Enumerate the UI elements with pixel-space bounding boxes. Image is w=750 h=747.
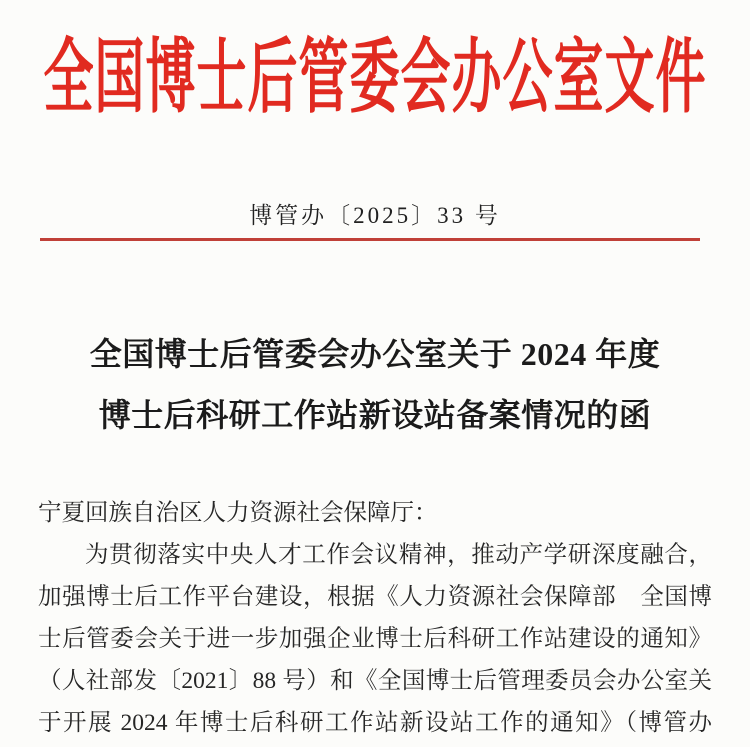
document-number: 博管办〔2025〕33 号: [249, 203, 501, 228]
red-separator-line: [40, 238, 700, 241]
document-title-line-1: 全国博士后管委会办公室关于 2024 年度: [89, 336, 661, 372]
salutation-line: 宁夏回族自治区人力资源社会保障厅：: [38, 500, 438, 526]
body-line: 加强博士后工作平台建设，根据《人力资源社会保障部 全国博: [38, 584, 712, 610]
document-title-line-2: 博士后科研工作站新设站备案情况的函: [98, 397, 652, 433]
document-banner: 全国博士后管委会办公室文件: [43, 32, 707, 123]
document-body: [38, 492, 712, 744]
body-line: 于开展 2024 年博士后科研工作站新设站工作的通知》（博管办: [38, 710, 712, 736]
body-line: （人社部发〔2021〕88 号）和《全国博士后管理委员会办公室关: [38, 668, 712, 694]
body-line: 士后管委会关于进一步加强企业博士后科研工作站建设的通知》: [38, 626, 712, 652]
document-title: [0, 324, 750, 446]
body-line: 为贯彻落实中央人才工作会议精神，推动产学研深度融合，: [85, 542, 712, 568]
